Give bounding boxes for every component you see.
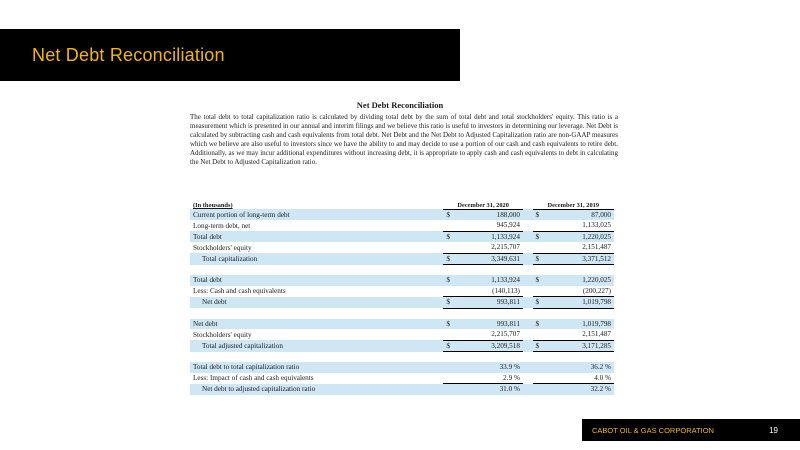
table-row xyxy=(190,286,614,297)
value-2020: 1,133,924 xyxy=(461,275,523,286)
value-2019: 1,220,025 xyxy=(550,275,614,286)
value-2020: 188,000 xyxy=(461,209,523,220)
table-row xyxy=(190,340,614,352)
currency-symbol xyxy=(533,373,550,384)
currency-symbol xyxy=(533,362,550,373)
row-label: Total debt xyxy=(190,231,443,242)
currency-symbol xyxy=(443,384,460,395)
slide-title: Net Debt Reconciliation xyxy=(32,44,225,65)
value-2020: 993,811 xyxy=(461,319,523,330)
table-header-row xyxy=(190,198,614,209)
currency-symbol xyxy=(443,329,460,340)
currency-symbol: $ xyxy=(443,297,460,309)
value-2020: 2,215,707 xyxy=(491,330,520,339)
table-row xyxy=(190,209,614,220)
value-2019: 4.0 % xyxy=(594,373,611,382)
intro-paragraph: The total debt to total capitalization ratio is calculated by dividing total debt by the sum of total debt and total stockholders' equity. This ratio is a measurement which is presented in our annual and interim filings and we believe this ratio is useful to investors in determining our leverage. Net Debt is calculated by subtracting cash and cash equivalents from total debt. Net Debt and the Net Debt to Adjusted Capitalization ratio are non-GAAP measures which we believe are also useful to investors since we have the ability to and may decide to use a portion of our cash and cash equivalents to retire debt. Additionally, as we may incur additional expenditures without increasing debt, it is appropriate to apply cash and cash equivalents to debt in calculating the Net Debt to Adjusted Capitalization ratio. xyxy=(190,113,618,166)
currency-symbol: $ xyxy=(533,297,550,309)
value-2019: 1,019,798 xyxy=(550,319,614,330)
table-row xyxy=(190,373,614,384)
table-row xyxy=(190,242,614,253)
footer-company-name: CABOT OIL & GAS CORPORATION xyxy=(592,425,714,435)
currency-symbol xyxy=(443,373,460,384)
currency-symbol: $ xyxy=(533,319,550,330)
value-2019: 1,133,025 xyxy=(582,221,611,230)
value-2020: 3,349,631 xyxy=(461,253,523,265)
currency-symbol: $ xyxy=(443,319,460,330)
reconciliation-table xyxy=(190,198,614,395)
value-2019: 1,019,798 xyxy=(550,297,614,309)
currency-symbol xyxy=(443,362,460,373)
row-label: Net debt xyxy=(190,297,443,309)
value-2020: 2,215,707 xyxy=(491,243,520,252)
table-row xyxy=(190,275,614,286)
currency-symbol: $ xyxy=(443,253,460,265)
value-2020: (140,113) xyxy=(492,286,520,295)
value-2020: 993,811 xyxy=(461,297,523,309)
row-label: Less: Cash and cash equivalents xyxy=(193,287,286,295)
currency-symbol xyxy=(533,220,550,231)
page-number: 19 xyxy=(769,425,778,435)
value-2019: 87,000 xyxy=(550,209,614,220)
value-2019: 2,151,487 xyxy=(582,243,611,252)
table-row xyxy=(190,220,614,231)
value-2019: (200,227) xyxy=(582,286,611,295)
currency-symbol xyxy=(443,286,460,297)
row-label: Long-term debt, net xyxy=(193,221,251,230)
row-label: Total adjusted capitalization xyxy=(190,340,443,352)
value-2019: 1,220,025 xyxy=(550,231,614,242)
table-row xyxy=(190,253,614,265)
row-label: Stockholders' equity xyxy=(193,330,252,339)
value-2019: 3,371,512 xyxy=(550,253,614,265)
units-label: (In thousands) xyxy=(193,202,233,209)
value-2020: 31.0 % xyxy=(461,384,523,395)
currency-symbol xyxy=(533,286,550,297)
value-2019: 3,171,285 xyxy=(550,340,614,352)
row-label: Net debt xyxy=(190,319,443,330)
value-2019: 32.2 % xyxy=(550,384,614,395)
column-header-2019: December 31, 2019 xyxy=(533,198,614,209)
row-label: Less: Impact of cash and cash equivalents xyxy=(193,374,314,382)
currency-symbol: $ xyxy=(443,209,460,220)
value-2020: 33.9 % xyxy=(461,362,523,373)
footer-bar xyxy=(582,419,800,441)
document-heading: Net Debt Reconciliation xyxy=(356,100,444,110)
table-row xyxy=(190,231,614,242)
row-label: Total debt xyxy=(190,275,443,286)
currency-symbol xyxy=(533,384,550,395)
currency-symbol: $ xyxy=(533,340,550,352)
value-2020: 1,133,924 xyxy=(461,231,523,242)
row-label: Current portion of long-term debt xyxy=(190,209,443,220)
currency-symbol: $ xyxy=(443,275,460,286)
row-label: Total capitalization xyxy=(190,253,443,265)
currency-symbol xyxy=(533,329,550,340)
value-2020: 3,209,518 xyxy=(461,340,523,352)
value-2019: 36.2 % xyxy=(550,362,614,373)
table-row xyxy=(190,297,614,309)
currency-symbol xyxy=(533,242,550,253)
table-row xyxy=(190,362,614,373)
currency-symbol: $ xyxy=(533,275,550,286)
slide-title-bar xyxy=(0,29,460,81)
column-header-2020: December 31, 2020 xyxy=(443,198,523,209)
row-label: Total debt to total capitalization ratio xyxy=(190,362,443,373)
table-row xyxy=(190,329,614,340)
currency-symbol: $ xyxy=(533,253,550,265)
currency-symbol: $ xyxy=(533,209,550,220)
currency-symbol xyxy=(443,242,460,253)
value-2020: 2.9 % xyxy=(503,373,520,382)
currency-symbol: $ xyxy=(443,231,460,242)
table-row xyxy=(190,319,614,330)
currency-symbol: $ xyxy=(443,340,460,352)
currency-symbol xyxy=(443,220,460,231)
value-2020: 945,924 xyxy=(496,221,520,230)
row-label: Stockholders' equity xyxy=(193,243,252,252)
value-2019: 2,151,487 xyxy=(582,330,611,339)
currency-symbol: $ xyxy=(533,231,550,242)
row-label: Net debt to adjusted capitalization ratio xyxy=(190,384,443,395)
table-row xyxy=(190,384,614,395)
